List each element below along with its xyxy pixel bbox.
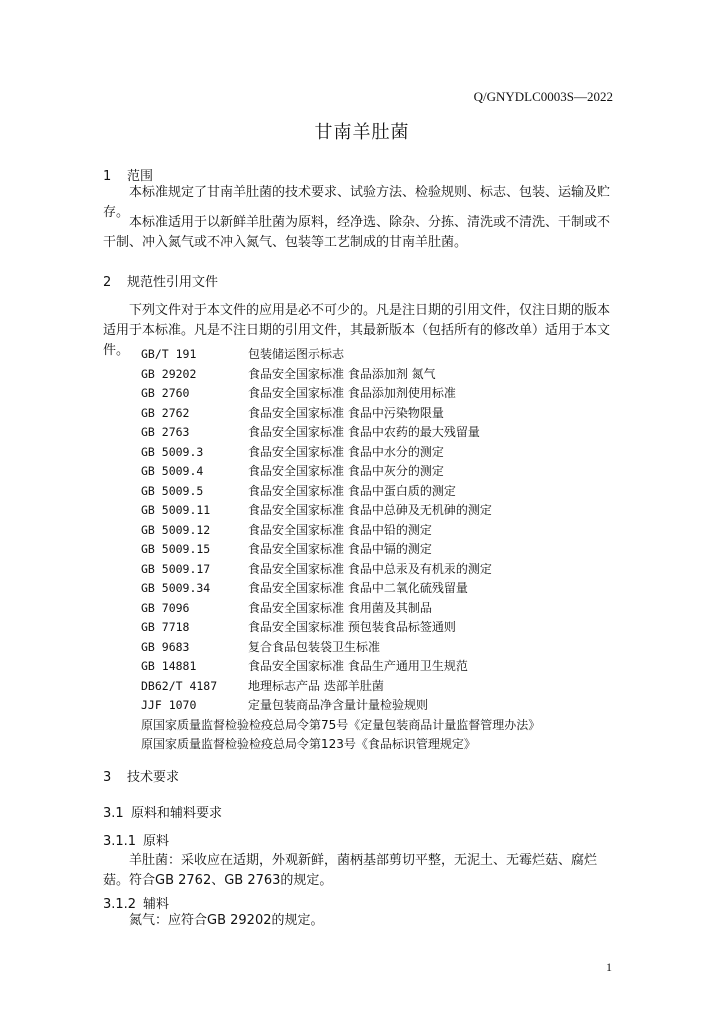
reference-code: GB 9683: [141, 639, 190, 654]
section-heading-raw-material: [103, 830, 169, 849]
reference-title: 食品安全国家标准 食品中灰分的测定: [248, 464, 444, 478]
reference-item: [141, 404, 540, 424]
reference-item: [141, 540, 540, 560]
reference-title: 食品安全国家标准 食品中污染物限量: [248, 405, 444, 420]
order-text: 原国家质量监督检验检疫总局令第75号《定量包装商品计量监督管理办法》: [141, 717, 541, 732]
reference-code: GB 7718: [141, 620, 190, 634]
reference-item: [141, 423, 540, 443]
reference-code: GB 5009.12: [141, 522, 211, 537]
reference-item: [141, 345, 540, 365]
section-title: 辅料: [143, 897, 170, 912]
section-heading-scope: [103, 165, 153, 184]
reference-item: [141, 579, 540, 599]
document-title: 甘南羊肚菌: [314, 122, 410, 143]
reference-title: 食品安全国家标准 食用菌及其制品: [248, 600, 432, 615]
raw-material-paragraph: 羊肚菌：采收应在适期，外观新鲜，菌柄基部剪切平整，无泥土、无霉烂菇、腐烂菇。符合GB 2762、GB 2763的规定。: [103, 853, 598, 888]
references-intro: 下列文件对于本文件的应用是必不可少的。凡是注日期的引用文件，仅注日期的版本适用于本标准。凡是不注日期的引用文件，其最新版本（包括所有的修改单）适用于本文件。: [103, 303, 611, 358]
section-number: 1: [103, 169, 112, 184]
reference-item: [141, 501, 540, 521]
reference-item: [141, 677, 540, 697]
reference-code: DB62/T 4187: [141, 678, 218, 693]
reference-title: 食品安全国家标准 预包装食品标签通则: [248, 620, 456, 634]
reference-code: GB 7096: [141, 600, 190, 615]
reference-title: 食品安全国家标准 食品添加剂使用标准: [248, 386, 456, 400]
reference-title: 包装储运图示标志: [248, 347, 345, 361]
reference-item: [141, 657, 540, 677]
scope-paragraph-1: 本标准规定了甘南羊肚菌的技术要求、试验方法、检验规则、标志、包装、运输及贮存。: [103, 185, 611, 220]
scope-paragraph-2: 本标准适用于以新鲜羊肚菌为原料，经净选、除杂、分拣、清洗或不清洗、干制或不干制、冲入氮气或不冲入氮气、包装等工艺制成的甘南羊肚菌。: [103, 215, 611, 250]
reference-title: 定量包装商品净含量计量检验规则: [248, 698, 429, 712]
reference-item: [141, 560, 540, 580]
reference-code: GB 5009.4: [141, 464, 204, 478]
section-title: 原料和辅料要求: [131, 806, 223, 821]
order-text: 原国家质量监督检验检疫总局令第123号《食品标识管理规定》: [141, 737, 476, 751]
reference-code: JJF 1070: [141, 698, 197, 712]
reference-code: GB 5009.5: [141, 483, 204, 498]
section-title: 规范性引用文件: [127, 275, 219, 290]
reference-title: 地理标志产品 迭部羊肚菌: [248, 678, 384, 693]
reference-item: [141, 482, 540, 502]
reference-title: 食品安全国家标准 食品中总汞及有机汞的测定: [248, 561, 492, 576]
section-heading-technical: [103, 766, 179, 785]
reference-code: GB 2760: [141, 386, 190, 400]
standard-code: Q/GNYDLC0003S—2022: [473, 89, 613, 104]
reference-item: [141, 618, 540, 638]
auxiliary-paragraph: 氮气：应符合GB 29202的规定。: [129, 913, 324, 928]
section-title: 技术要求: [127, 770, 180, 785]
reference-item: [141, 638, 540, 658]
reference-item: [141, 443, 540, 463]
section-number: 3.1.1: [103, 834, 137, 849]
section-number: 2: [103, 275, 112, 290]
reference-code: GB 2763: [141, 425, 190, 439]
reference-code: GB 5009.17: [141, 561, 211, 576]
reference-code: GB/T 191: [141, 347, 197, 361]
reference-item: [141, 462, 540, 482]
reference-item: [141, 599, 540, 619]
reference-item: [141, 696, 540, 716]
section-heading-materials: [103, 802, 222, 821]
reference-title: 食品安全国家标准 食品添加剂 氮气: [248, 366, 436, 381]
reference-title: 食品安全国家标准 食品生产通用卫生规范: [248, 659, 468, 673]
section-number: 3: [103, 770, 112, 785]
reference-title: 食品安全国家标准 食品中水分的测定: [248, 444, 444, 459]
reference-item: [141, 521, 540, 541]
reference-code: GB 29202: [141, 366, 197, 381]
reference-title: 食品安全国家标准 食品中二氧化硫残留量: [248, 581, 468, 595]
reference-title: 食品安全国家标准 食品中镉的测定: [248, 542, 432, 556]
section-title: 范围: [127, 169, 154, 184]
section-title: 原料: [143, 834, 170, 849]
reference-title: 食品安全国家标准 食品中农药的最大残留量: [248, 425, 480, 439]
reference-code: GB 5009.3: [141, 444, 204, 459]
section-heading-auxiliary: [103, 893, 169, 912]
reference-list: [141, 345, 540, 755]
reference-title: 食品安全国家标准 食品中蛋白质的测定: [248, 483, 456, 498]
reference-code: GB 5009.34: [141, 581, 211, 595]
reference-item: [141, 384, 540, 404]
reference-code: GB 2762: [141, 405, 190, 420]
reference-title: 复合食品包装袋卫生标准: [248, 639, 381, 654]
order-item: [141, 735, 540, 755]
reference-code: GB 5009.11: [141, 503, 211, 517]
reference-title: 食品安全国家标准 食品中铅的测定: [248, 522, 432, 537]
section-heading-references: [103, 271, 218, 290]
page-number: 1: [606, 960, 612, 974]
reference-title: 食品安全国家标准 食品中总砷及无机砷的测定: [248, 503, 492, 517]
reference-code: GB 5009.15: [141, 542, 211, 556]
reference-code: GB 14881: [141, 659, 197, 673]
reference-item: [141, 365, 540, 385]
section-number: 3.1.2: [103, 897, 137, 912]
order-item: [141, 716, 540, 736]
section-number: 3.1: [103, 806, 124, 821]
